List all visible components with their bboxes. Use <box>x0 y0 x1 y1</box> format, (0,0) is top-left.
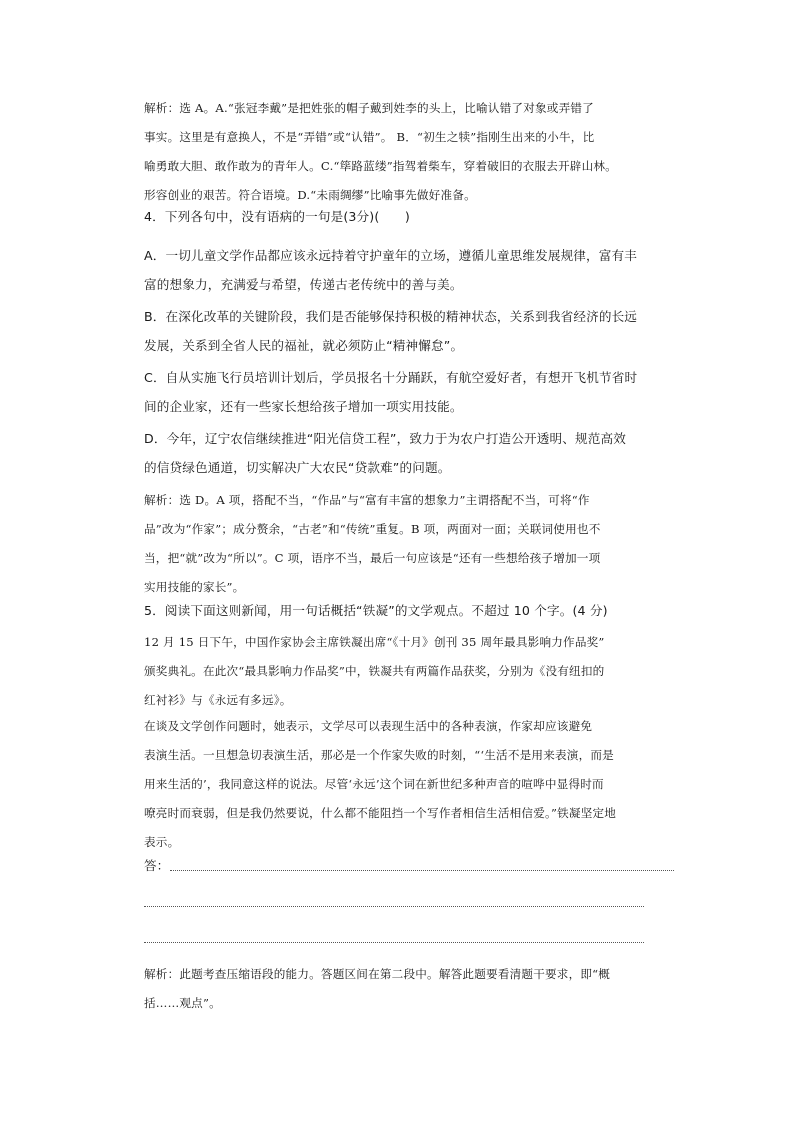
text-line: 括……观点”。 <box>144 996 221 1010</box>
option-d: D．今年，辽宁农信继续推进“阳光信贷工程”，致力于为农户打造公开透明、规范高效 的信贷绿色通道，切实解决广大农民“贷款难”的问题。 <box>144 431 626 475</box>
answer-line-3[interactable] <box>144 942 644 943</box>
text-line: 实用技能的家长”。 <box>144 580 245 594</box>
text-line: 当，把“就”改为“所以”。C 项，语序不当，最后一句应该是“还有一些想给孩子增加一项 <box>144 551 601 565</box>
question-4-stem: 4．下列各句中，没有语病的一句是(3分)( ) <box>144 209 410 224</box>
option-b: B．在深化改革的关键阶段，我们是否能够保持积极的精神状态，关系到我省经济的长远 发展，关系到全省人民的福祉，就必须防止“精神懈怠”。 <box>144 309 638 353</box>
option-a: A．一切儿童文学作品都应该永远持着守护童年的立场，遵循儿童思维发展规律，富有丰 富的想象力，充满爱与希望，传递古老传统中的善与美。 <box>144 248 638 292</box>
text-line: 解析：此题考查压缩语段的能力。答题区间在第二段中。解答此题要看清题干要求，即“概 <box>144 967 611 981</box>
analysis-1 <box>144 94 664 210</box>
text-line: 解析：选 A。A.“张冠李戴”是把姓张的帽子戴到姓李的头上，比喻认错了对象或弄错了 <box>144 101 594 115</box>
news-paragraph-2: 在谈及文学创作问题时，她表示，文学尽可以表现生活中的各种表演，作家却应该避免 表演生活。一旦想急切表演生活，那必是一个作家失败的时刻，“‘生活不是用来表演，而是 用来生活的’，我同意这样的说法。尽管‘永远’这个词在新世纪多种声音的喧哗中显得时而 嘹亮时而衰弱，但是我仍然要说，什么都不能阻挡一个写作者相信生活相信爱。”铁凝坚定地 表示。 <box>144 719 617 849</box>
answer-area <box>144 856 674 876</box>
text-line: 解析：选 D。A 项，搭配不当，“作品”与“富有丰富的想象力”主谓搭配不当，可将“作 <box>144 493 590 507</box>
text-line: 事实。这里是有意换人，不是“弄错”或“认错”。 B．“初生之犊”指刚生出来的小牛，比 <box>144 130 595 144</box>
option-c: C．自从实施飞行员培训计划后，学员报名十分踊跃，有航空爱好者，有想开飞机节省时 间的企业家，还有一些家长想给孩子增加一项实用技能。 <box>144 370 638 414</box>
analysis-3 <box>144 960 664 1018</box>
answer-line-1[interactable] <box>170 870 674 871</box>
text-line: 形容创业的艰苦。符合语境。D.“未雨绸缪”比喻事先做好准备。 <box>144 188 476 202</box>
answer-label: 答： <box>144 858 170 873</box>
analysis-2 <box>144 486 664 602</box>
text-line: 喻勇敢大胆、敢作敢为的青年人。C.“筚路蓝缕”指驾着柴车，穿着破旧的衣服去开辟山林。 <box>144 159 617 173</box>
question-5-stem: 5．阅读下面这则新闻，用一句话概括“铁凝”的文学观点。不超过 10 个字。(4 分) <box>144 603 608 618</box>
answer-line-2[interactable] <box>144 906 644 907</box>
text-line: 品”改为“作家”；成分赘余，“古老”和“传统”重复。B 项，两面对一面；关联词使用也不 <box>144 522 601 536</box>
news-paragraph-1: 12 月 15 日下午，中国作家协会主席铁凝出席“《十月》创刊 35 周年最具影响力作品奖” 颁奖典礼。在此次“最具影响力作品奖”中，铁凝共有两篇作品获奖，分别为《没有纽扣的 红衬衫》与《永远有多远》。 <box>144 635 605 707</box>
